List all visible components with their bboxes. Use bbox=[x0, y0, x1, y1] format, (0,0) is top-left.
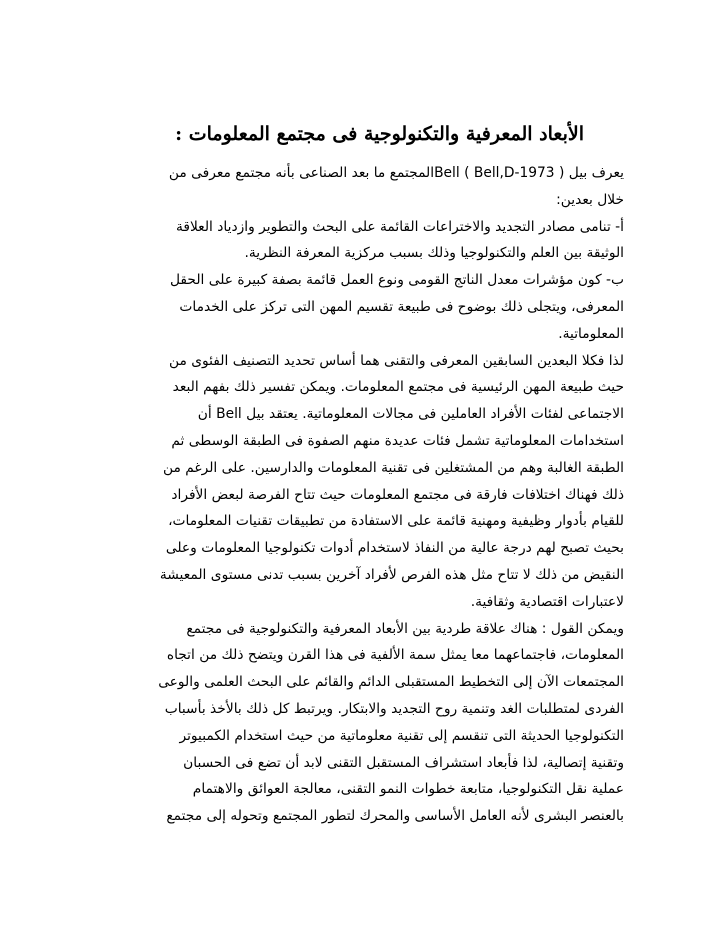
text-line: الطبقة الغالبة وهم من المشتغلين فى تقنية المعلومات والدارسين. على الرغم من bbox=[162, 459, 624, 476]
text-line: ذلك فهناك اختلافات فارقة فى مجتمع المعلومات حيث تتاح الفرصة لبعض الأفراد bbox=[171, 486, 624, 503]
text-line: عملية نقل التكنولوجيا، متابعة خطوات النمو التقنى، معالجة العوائق والاهتمام bbox=[192, 781, 624, 798]
text-line: لاعتبارات اقتصادية وثقافية. bbox=[470, 593, 624, 610]
text-line: استخدامات المعلوماتية تشمل فئات عديدة منهم الصفوة فى الطبقة الوسطى ثم bbox=[171, 432, 624, 449]
text-line: النقيض من ذلك لا تتاح مثل هذه الفرص لأفراد آخرين بسبب تدنى مستوى المعيشة bbox=[159, 566, 624, 583]
text-line: المجتمعات الآن إلى التخطيط المستقبلى الدائم والقائم على البحث العلمى والوعى bbox=[158, 674, 624, 691]
text-line: بحيث تصبح لهم درجة عالية من النفاذ لاستخدام أدوات تكنولوجيا المعلومات وعلى bbox=[165, 540, 624, 557]
text-line: وتقنية إتصالية، لذا فأبعاد استشراف المستقبل التقنى لابد أن تضع فى الحسبان bbox=[183, 754, 624, 771]
section-heading: الأبعاد المعرفية والتكنولوجية فى مجتمع المعلومات : bbox=[175, 123, 584, 145]
text-line: المعلومات، فاجتماعهما معا يمثل سمة الألفية فى هذا القرن ويتضح ذلك من اتجاه bbox=[166, 647, 624, 664]
text-line: بالعنصر البشرى لأنه العامل الأساسى والمحرك لتطور المجتمع وتحوله إلى مجتمع bbox=[166, 808, 624, 825]
text-line: التكنولوجيا الحديثة التى تنقسم إلى تقنية معلوماتية من حيث استخدام الكمبيوتر bbox=[179, 727, 624, 744]
text-line: يعرف بيل Bell ( Bell,D-1973 )المجتمع ما بعد الصناعى بأنه مجتمع معرفى من bbox=[168, 165, 624, 181]
text-line: ب- كون مؤشرات معدل الناتج القومى ونوع العمل قائمة بصفة كبيرة على الحقل bbox=[169, 272, 624, 289]
text-line: حيث طبيعة المهن الرئيسية فى مجتمع المعلومات. ويمكن تفسير ذلك بفهم البعد bbox=[172, 379, 624, 396]
text-line: أ- تنامى مصادر التجديد والاختراعات القائمة على البحث والتطوير وازدياد العلاقة bbox=[175, 218, 624, 235]
text-line: المعلوماتية. bbox=[558, 325, 624, 342]
text-line: الفردى لمتطلبات الغد وتنمية روح التجديد والابتكار. ويرتبط كل ذلك بالأخذ بأسباب bbox=[164, 700, 624, 717]
body-text bbox=[100, 160, 624, 830]
text-line: خلال بعدين: bbox=[556, 191, 624, 208]
text-line: ويمكن القول : هناك علاقة طردية بين الأبعاد المعرفية والتكنولوجية فى مجتمع bbox=[186, 620, 624, 637]
text-line: الوثيقة بين العلم والتكنولوجيا وذلك بسبب مركزية المعرفة النظرية. bbox=[244, 245, 624, 262]
text-line: المعرفى، ويتجلى ذلك بوضوح فى طبيعة تقسيم المهن التى تركز على الخدمات bbox=[179, 298, 624, 315]
text-line: للقيام بأدوار وظيفية ومهنية قائمة على الاستفادة من تطبيقات تقنيات المعلومات، bbox=[168, 513, 624, 530]
text-line: لذا فكلا البعدين السابقين المعرفى والتقنى هما أساس تحديد التصنيف الفئوى من bbox=[168, 352, 624, 369]
text-line: الاجتماعى لفئات الأفراد العاملين فى مجالات المعلوماتية. يعتقد بيل Bell أن bbox=[197, 406, 624, 423]
